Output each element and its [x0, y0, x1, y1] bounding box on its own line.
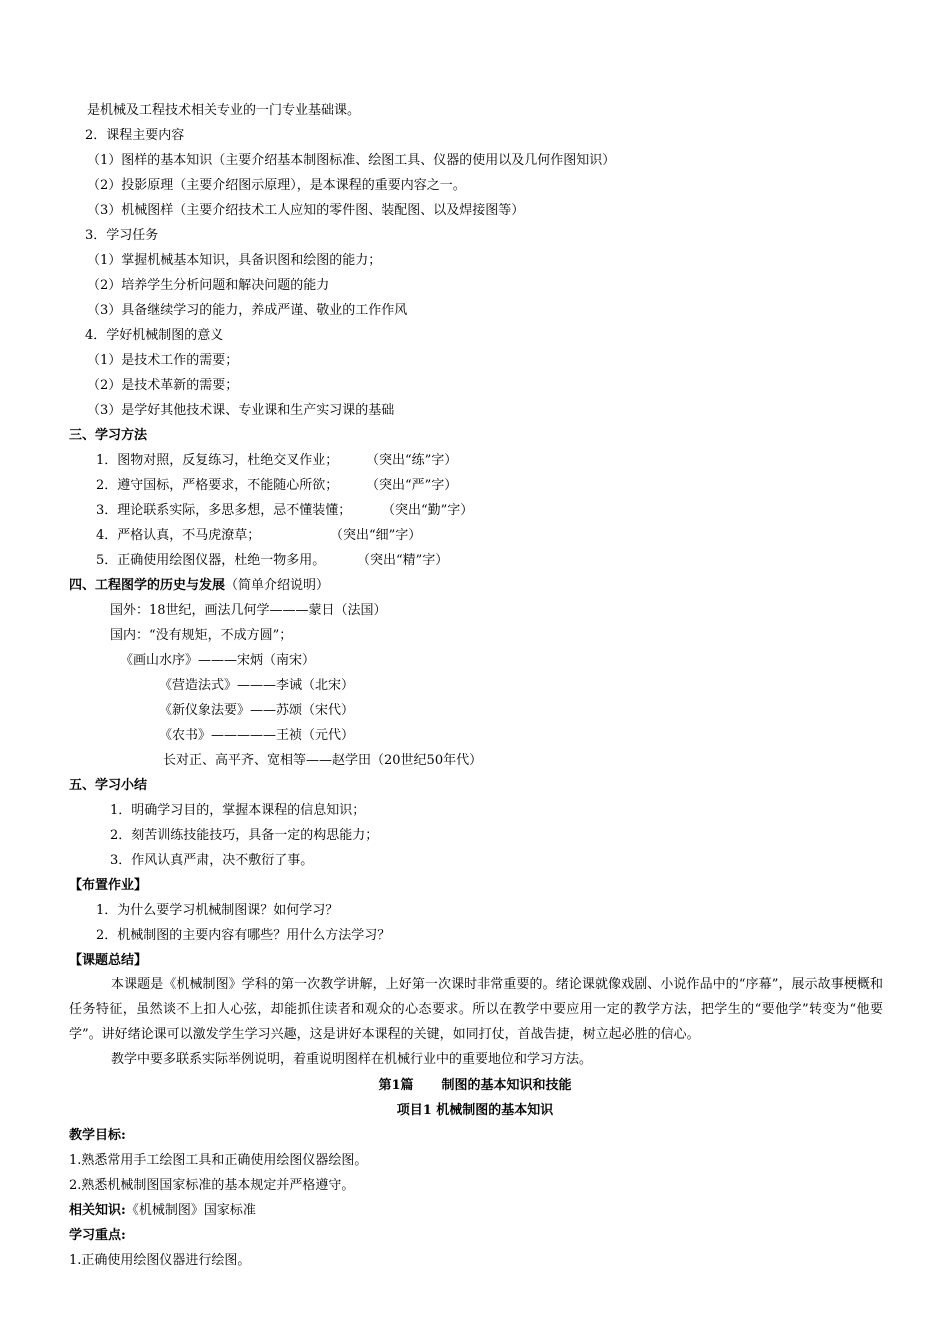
homework-item: 2．机械制图的主要内容有哪些？用什么方法学习？ — [96, 928, 391, 943]
method-note: （突出“严”字） — [366, 478, 458, 493]
course-summary-heading: 【课题总结】 — [69, 953, 148, 968]
list-item: （2）培养学生分析问题和解决问题的能力 — [87, 278, 330, 293]
list-item: （1）是技术工作的需要； — [87, 353, 239, 368]
summary-item: 2．刻苦训练技能技巧，具备一定的构思能力； — [110, 828, 379, 843]
tasks-heading: 3．学习任务 — [85, 228, 159, 243]
summary-item: 1．明确学习目的，掌握本课程的信息知识； — [110, 803, 366, 818]
project-title: 项目1 机械制图的基本知识 — [396, 1103, 554, 1118]
summary-section-heading: 五、学习小结 — [69, 778, 148, 793]
list-item: （3）机械图样（主要介绍技术工人应知的零件图、装配图、以及焊接图等） — [87, 203, 525, 218]
method-item: 5．正确使用绘图仪器，杜绝一物多用。 — [96, 553, 326, 568]
course-summary-paragraph: 本课题是《机械制图》学科的第一次教学讲解，上好第一次课时非常重要的。绪论课就像戏剧、小说作品中的“序幕”，展示故事梗概和任务特征，虽然谈不上扣人心弦，却能抓住读者和观众的心态要求。所以在教学中要应用一定的教学方法，把学生的“要他学”转变为“他要学”。讲好绪论课可以激发学生学习兴趣，这是讲好本课程的关键，如同打仗，首战告捷，树立起必胜的信心。 — [69, 977, 883, 1042]
history-heading: 四、工程图学的历史与发展 — [69, 578, 226, 593]
history-work: 《新仪象法要》——苏颂（宋代） — [159, 703, 355, 718]
history-work: 《画山水序》———宋炳（南宋） — [120, 653, 316, 668]
part-name: 制图的基本知识和技能 — [441, 1078, 572, 1093]
objectives-heading: 教学目标: — [69, 1128, 126, 1143]
key-point-item: 1.正确使用绘图仪器进行绘图。 — [69, 1253, 251, 1268]
summary-item: 3．作风认真严肃，决不敷衍了事。 — [110, 853, 314, 868]
history-heading-line — [69, 577, 329, 594]
history-domestic: 国内：“没有规矩，不成方圆”； — [110, 628, 293, 643]
course-summary-paragraph-2: 教学中要多联系实际举例说明，着重说明图样在机械行业中的重要地位和学习方法。 — [111, 1052, 593, 1067]
method-item: 3．理论联系实际，多思多想，忌不懂装懂； — [96, 503, 352, 518]
history-work: 《营造法式》———李诫（北宋） — [159, 678, 355, 693]
related-knowledge — [69, 1202, 256, 1219]
method-note: （突出“勤”字） — [382, 503, 474, 518]
list-item: （2）是技术革新的需要； — [87, 378, 239, 393]
related-label: 相关知识: — [69, 1203, 126, 1218]
part-label: 第1篇 — [378, 1078, 414, 1093]
method-note: （突出“练”字） — [366, 453, 458, 468]
key-points-heading: 学习重点: — [69, 1228, 126, 1243]
part-title — [0, 1077, 950, 1094]
method-note: （突出“精”字） — [357, 553, 449, 568]
list-item: （1）图样的基本知识（主要介绍基本制图标准、绘图工具、仪器的使用以及几何作图知识） — [87, 153, 616, 168]
method-item: 1．图物对照，反复练习，杜绝交叉作业； — [96, 453, 339, 468]
history-heading-note: （简单介绍说明） — [225, 578, 330, 593]
intro-tail: 是机械及工程技术相关专业的一门专业基础课。 — [87, 103, 361, 118]
list-item: （3）是学好其他技术课、专业课和生产实习课的基础 — [87, 403, 395, 418]
methods-heading: 三、学习方法 — [69, 428, 148, 443]
history-work: 长对正、高平齐、宽相等——赵学田（20世纪50年代） — [163, 753, 483, 768]
method-note: （突出“细”字） — [330, 528, 422, 543]
objective-item: 1.熟悉常用手工绘图工具和正确使用绘图仪器绘图。 — [69, 1153, 368, 1168]
history-foreign: 国外：18世纪，画法几何学———蒙日（法国） — [110, 603, 387, 618]
method-item: 2．遵守国标，严格要求，不能随心所欲； — [96, 478, 339, 493]
homework-heading: 【布置作业】 — [69, 878, 148, 893]
significance-heading: 4．学好机械制图的意义 — [85, 328, 224, 343]
list-item: （3）具备继续学习的能力，养成严谨、敬业的工作作风 — [87, 303, 408, 318]
related-value: 《机械制图》国家标准 — [125, 1203, 256, 1218]
main-content-heading: 2．课程主要内容 — [85, 128, 185, 143]
objective-item: 2.熟悉机械制图国家标准的基本规定并严格遵守。 — [69, 1178, 355, 1193]
homework-item: 1．为什么要学习机械制图课？如何学习？ — [96, 903, 339, 918]
method-item: 4．严格认真，不马虎潦草； — [96, 528, 261, 543]
list-item: （1）掌握机械基本知识，具备识图和绘图的能力； — [87, 253, 382, 268]
history-work: 《农书》—————王祯（元代） — [159, 728, 355, 743]
list-item: （2）投影原理（主要介绍图示原理），是本课程的重要内容之一。 — [87, 178, 466, 193]
